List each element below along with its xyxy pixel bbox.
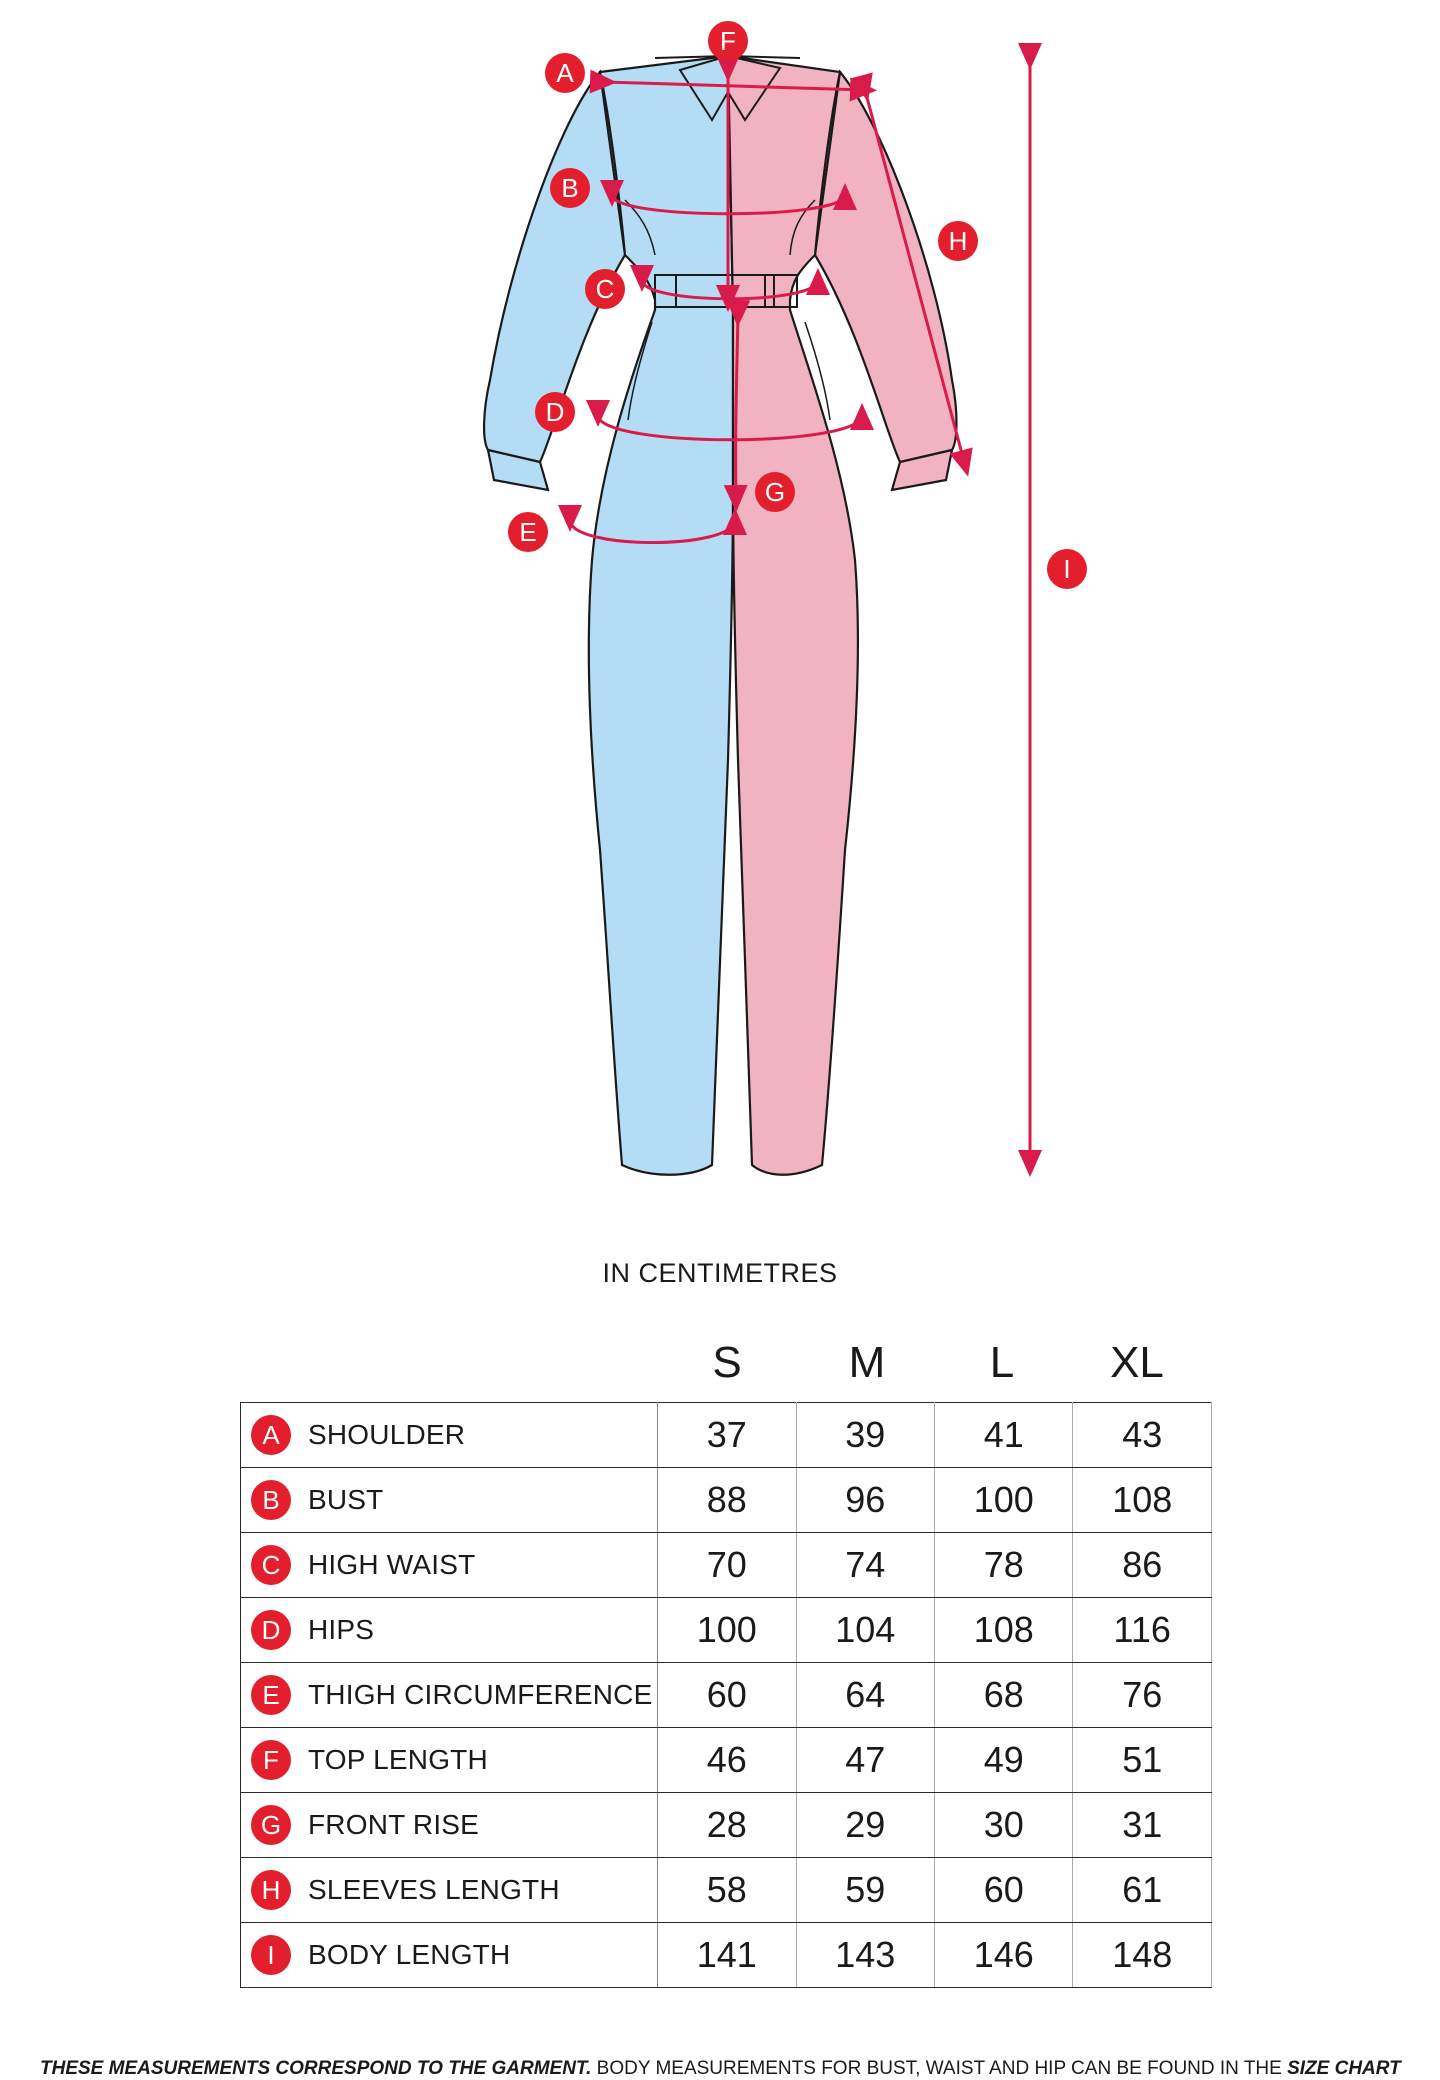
marker-a-icon <box>545 53 585 93</box>
marker-f-icon <box>708 21 748 61</box>
measurement-value-s: 58 <box>658 1858 796 1923</box>
measurement-value-l: 108 <box>935 1598 1073 1663</box>
measurement-name: THIGH CIRCUMFERENCE <box>308 1679 653 1710</box>
marker-badge-icon: E <box>251 1675 291 1715</box>
measurement-name: HIPS <box>308 1614 375 1645</box>
svg-text:G: G <box>764 477 786 507</box>
measurement-label-cell <box>241 1793 658 1858</box>
units-label: IN CENTIMETRES <box>602 1258 838 1288</box>
svg-text:C: C <box>595 274 615 304</box>
measurement-value-l: 100 <box>935 1468 1073 1533</box>
svg-text:E: E <box>519 517 537 547</box>
measurement-value-m: 47 <box>796 1728 934 1793</box>
measurement-label-cell <box>241 1468 658 1533</box>
table-row <box>241 1793 1212 1858</box>
measurement-value-xl: 31 <box>1073 1793 1212 1858</box>
marker-badge-icon: C <box>251 1545 291 1585</box>
table-row <box>241 1663 1212 1728</box>
marker-badge-icon: I <box>251 1935 291 1975</box>
measurement-name: SLEEVES LENGTH <box>308 1874 560 1905</box>
measurement-name: SHOULDER <box>308 1419 466 1450</box>
marker-h-icon <box>938 221 978 261</box>
size-header-row <box>660 1338 1215 1398</box>
measurement-value-s: 60 <box>658 1663 796 1728</box>
svg-text:H: H <box>948 226 968 256</box>
marker-badge-icon: H <box>251 1870 291 1910</box>
measurement-value-l: 30 <box>935 1793 1073 1858</box>
measurement-value-l: 60 <box>935 1858 1073 1923</box>
measurement-name: FRONT RISE <box>308 1809 480 1840</box>
measurement-value-xl: 86 <box>1073 1533 1212 1598</box>
measurement-value-m: 143 <box>796 1923 934 1988</box>
measurement-value-m: 74 <box>796 1533 934 1598</box>
marker-e-icon <box>508 512 548 552</box>
measurement-label-cell <box>241 1858 658 1923</box>
table-row <box>241 1923 1212 1988</box>
svg-text:I: I <box>1063 554 1071 584</box>
measurement-value-m: 59 <box>796 1858 934 1923</box>
marker-c-icon <box>585 269 625 309</box>
marker-b-icon <box>550 168 590 208</box>
marker-g-icon <box>755 472 795 512</box>
right-sleeve <box>815 72 957 462</box>
measurement-value-m: 64 <box>796 1663 934 1728</box>
table-row <box>241 1533 1212 1598</box>
measurement-value-xl: 43 <box>1073 1403 1212 1468</box>
measurement-name: BODY LENGTH <box>308 1939 511 1970</box>
measurement-value-s: 141 <box>658 1923 796 1988</box>
measurement-value-s: 46 <box>658 1728 796 1793</box>
measurement-value-s: 37 <box>658 1403 796 1468</box>
measurement-value-xl: 116 <box>1073 1598 1212 1663</box>
measurement-label-cell <box>241 1403 658 1468</box>
measurement-label-cell <box>241 1728 658 1793</box>
marker-d-icon <box>535 392 575 432</box>
marker-i-icon <box>1047 549 1087 589</box>
svg-text:A: A <box>556 58 574 88</box>
marker-badge-icon: D <box>251 1610 291 1650</box>
size-header-m: M <box>848 1338 886 1387</box>
measurement-value-l: 146 <box>935 1923 1073 1988</box>
measurement-label-cell <box>241 1923 658 1988</box>
measurement-value-xl: 51 <box>1073 1728 1212 1793</box>
table-row <box>241 1858 1212 1923</box>
size-header-s: S <box>712 1338 742 1387</box>
table-row <box>241 1403 1212 1468</box>
size-table <box>240 1402 1212 1988</box>
size-header-xl: XL <box>1110 1338 1164 1387</box>
footnote-emphasis: THESE MEASUREMENTS CORRESPOND TO THE GARMENT. <box>40 2058 592 2079</box>
marker-badge-icon: F <box>251 1740 291 1780</box>
measurement-value-m: 96 <box>796 1468 934 1533</box>
size-header-l: L <box>989 1338 1015 1387</box>
measurement-value-xl: 76 <box>1073 1663 1212 1728</box>
measurement-value-m: 29 <box>796 1793 934 1858</box>
measurement-label-cell <box>241 1598 658 1663</box>
svg-text:F: F <box>720 26 736 56</box>
measurement-label-cell <box>241 1663 658 1728</box>
measurement-value-m: 39 <box>796 1403 934 1468</box>
measurement-value-s: 88 <box>658 1468 796 1533</box>
svg-text:D: D <box>545 397 565 427</box>
marker-badge-icon: G <box>251 1805 291 1845</box>
footnote <box>40 2058 1420 2080</box>
table-row <box>241 1598 1212 1663</box>
measurement-value-l: 41 <box>935 1403 1073 1468</box>
measurement-name: HIGH WAIST <box>308 1549 476 1580</box>
footnote-size-chart-link[interactable]: SIZE CHART <box>1287 2058 1401 2079</box>
measurement-value-s: 70 <box>658 1533 796 1598</box>
measurement-value-xl: 108 <box>1073 1468 1212 1533</box>
measurement-value-l: 68 <box>935 1663 1073 1728</box>
measurement-value-l: 49 <box>935 1728 1073 1793</box>
measurement-value-xl: 148 <box>1073 1923 1212 1988</box>
measurement-value-m: 104 <box>796 1598 934 1663</box>
measurement-label-cell <box>241 1533 658 1598</box>
measurement-value-l: 78 <box>935 1533 1073 1598</box>
footnote-text: BODY MEASUREMENTS FOR BUST, WAIST AND HIP CAN BE FOUND IN THE <box>591 2058 1288 2079</box>
measurement-value-s: 100 <box>658 1598 796 1663</box>
marker-badge-icon: B <box>251 1480 291 1520</box>
measurement-name: BUST <box>308 1484 384 1515</box>
measurement-value-xl: 61 <box>1073 1858 1212 1923</box>
measurement-name: TOP LENGTH <box>308 1744 488 1775</box>
table-row <box>241 1468 1212 1533</box>
measurement-value-s: 28 <box>658 1793 796 1858</box>
svg-text:B: B <box>561 173 579 203</box>
table-row <box>241 1728 1212 1793</box>
marker-badge-icon: A <box>251 1415 291 1455</box>
